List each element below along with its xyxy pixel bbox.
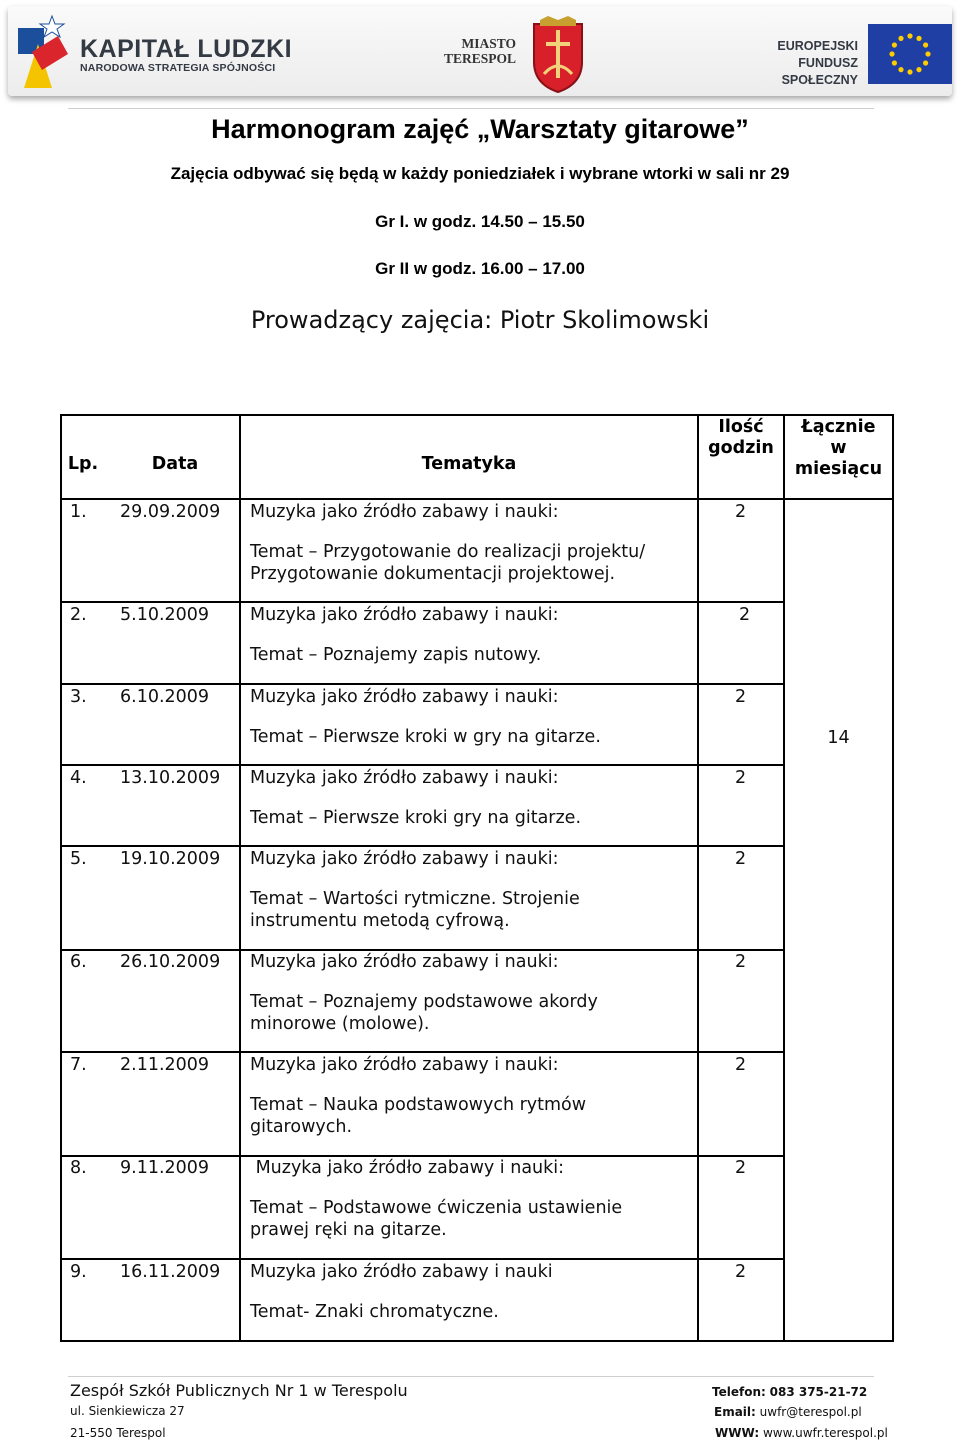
row-date: 9.11.2009 xyxy=(120,1158,210,1178)
table-border-left xyxy=(60,414,62,1342)
row-lp: 3. xyxy=(70,687,87,707)
table-border-bottom xyxy=(60,1340,894,1342)
row-subject: Muzyka jako źródło zabawy i nauki: xyxy=(250,502,559,522)
footer-phone xyxy=(712,1385,867,1399)
table-border-right xyxy=(892,414,894,1342)
page-title: Harmonogram zajęć „Warsztaty gitarowe” xyxy=(211,114,749,144)
row-subject: Muzyka jako źródło zabawy i nauki: xyxy=(250,768,559,788)
footer-www-link[interactable]: www.uwfr.terespol.pl xyxy=(762,1426,888,1440)
row-divider xyxy=(60,764,785,766)
row-hours: 2 xyxy=(735,502,747,522)
header-date: Data xyxy=(151,454,199,474)
town-name xyxy=(444,36,516,66)
header-hours xyxy=(699,417,783,459)
footer-phone-value: 083 375-21-72 xyxy=(769,1385,868,1399)
row-topic-line-1: Temat – Pierwsze kroki gry na gitarze. xyxy=(250,808,582,828)
schedule-info: Zajęcia odbywać się będą w każdy poniedziałek i wybrane wtorki w sali nr 29 xyxy=(170,164,790,183)
row-topic-line-1: Temat – Wartości rytmiczne. Strojenie xyxy=(250,889,580,909)
column-divider-topic xyxy=(239,414,241,1342)
kapital-ludzki-logo xyxy=(18,14,68,88)
header-banner xyxy=(8,6,952,96)
row-hours: 2 xyxy=(735,1055,747,1075)
row-subject: Muzyka jako źródło zabawy i nauki: xyxy=(250,1055,559,1075)
row-lp: 6. xyxy=(70,952,87,972)
row-topic-line-2: gitarowych. xyxy=(250,1117,353,1137)
footer-email-link[interactable]: uwfr@terespol.pl xyxy=(759,1405,862,1419)
header-total-line-2: w xyxy=(830,438,847,458)
header-month-total xyxy=(785,417,892,480)
eu-line-1: EUROPEJSKI xyxy=(777,39,858,53)
row-divider xyxy=(60,1258,785,1260)
row-topic-line-1: Temat – Podstawowe ćwiczenia ustawienie xyxy=(250,1198,623,1218)
row-topic-line-1: Temat – Poznajemy zapis nutowy. xyxy=(250,645,542,665)
row-hours: 2 xyxy=(735,1158,747,1178)
row-date: 5.10.2009 xyxy=(120,605,210,625)
table-border-top xyxy=(60,414,894,416)
terespol-crest-icon xyxy=(530,14,586,94)
month-total-value: 14 xyxy=(827,728,850,748)
row-date: 2.11.2009 xyxy=(120,1055,210,1075)
group-1-hours: Gr I. w godz. 14.50 – 15.50 xyxy=(375,212,585,231)
row-topic-line-2: instrumentu metodą cyfrową. xyxy=(250,911,510,931)
footer-street: ul. Sienkiewicza 27 xyxy=(70,1404,185,1418)
kl-title: KAPITAŁ LUDZKI xyxy=(80,35,293,63)
row-hours: 2 xyxy=(735,849,747,869)
row-divider xyxy=(60,845,785,847)
row-topic-line-1: Temat – Poznajemy podstawowe akordy xyxy=(250,992,598,1012)
footer-www xyxy=(715,1426,888,1440)
header-divider xyxy=(68,108,874,109)
row-subject: Muzyka jako źródło zabawy i nauki: xyxy=(250,687,559,707)
row-date: 19.10.2009 xyxy=(120,849,221,869)
eu-line-2: FUNDUSZ SPOŁECZNY xyxy=(781,56,858,87)
row-hours: 2 xyxy=(735,952,747,972)
row-hours: 2 xyxy=(735,768,747,788)
row-lp: 4. xyxy=(70,768,87,788)
header-lp: Lp. xyxy=(67,454,99,474)
footer-email xyxy=(714,1405,862,1419)
row-topic-line-2: minorowe (molowe). xyxy=(250,1014,430,1034)
header-row-divider xyxy=(60,498,894,500)
footer-email-label: Email: xyxy=(714,1405,756,1419)
row-lp: 7. xyxy=(70,1055,87,1075)
row-divider xyxy=(60,1051,785,1053)
row-subject: Muzyka jako źródło zabawy i nauki: xyxy=(250,849,559,869)
row-date: 13.10.2009 xyxy=(120,768,221,788)
instructor-line: Prowadzący zajęcia: Piotr Skolimowski xyxy=(250,306,710,334)
row-subject: Muzyka jako źródło zabawy i nauki: xyxy=(250,952,559,972)
footer-phone-label: Telefon: xyxy=(712,1385,766,1399)
row-lp: 9. xyxy=(70,1262,87,1282)
column-divider-hours xyxy=(697,414,699,1342)
schedule-table xyxy=(60,414,894,1342)
column-divider-total xyxy=(783,414,785,1342)
row-date: 16.11.2009 xyxy=(120,1262,221,1282)
footer-www-label: WWW: xyxy=(715,1426,760,1440)
row-hours: 2 xyxy=(735,1262,747,1282)
row-subject: Muzyka jako źródło zabawy i nauki: xyxy=(250,1158,565,1178)
row-date: 26.10.2009 xyxy=(120,952,221,972)
header-hours-line-2: godzin xyxy=(708,438,774,458)
row-lp: 2. xyxy=(70,605,87,625)
row-divider xyxy=(60,601,785,603)
town-line-1: MIASTO xyxy=(461,36,517,51)
eu-fund-label xyxy=(730,38,858,89)
row-topic-line-1: Temat – Pierwsze kroki w gry na gitarze. xyxy=(250,727,601,747)
row-divider xyxy=(60,683,785,685)
header-topic: Tematyka xyxy=(421,454,517,474)
eu-flag-icon xyxy=(868,24,952,84)
row-date: 29.09.2009 xyxy=(120,502,221,522)
header-total-line-3: miesiącu xyxy=(794,459,883,479)
row-lp: 5. xyxy=(70,849,87,869)
header-total-line-1: Łącznie xyxy=(801,417,876,437)
row-topic-line-1: Temat – Przygotowanie do realizacji projektu/ xyxy=(250,542,646,562)
row-date: 6.10.2009 xyxy=(120,687,210,707)
row-subject: Muzyka jako źródło zabawy i nauki xyxy=(250,1262,553,1282)
group-2-hours: Gr II w godz. 16.00 – 17.00 xyxy=(375,259,585,278)
kl-subtitle: NARODOWA STRATEGIA SPÓJNOŚCI xyxy=(80,62,276,74)
row-hours: 2 xyxy=(735,687,747,707)
footer-city: 21-550 Terespol xyxy=(70,1426,166,1440)
row-topic-line-2: Przygotowanie dokumentacji projektowej. xyxy=(250,564,616,584)
footer-school-name: Zespół Szkół Publicznych Nr 1 w Terespolu xyxy=(70,1381,408,1400)
row-lp: 8. xyxy=(70,1158,87,1178)
row-lp: 1. xyxy=(70,502,87,522)
row-topic-line-1: Temat – Nauka podstawowych rytmów xyxy=(250,1095,587,1115)
row-topic-line-2: prawej ręki na gitarze. xyxy=(250,1220,447,1240)
footer-divider xyxy=(68,1376,874,1377)
row-hours: 2 xyxy=(739,605,751,625)
header-hours-line-1: Ilość xyxy=(718,417,764,437)
town-line-2: TERESPOL xyxy=(444,51,517,66)
row-subject: Muzyka jako źródło zabawy i nauki: xyxy=(250,605,559,625)
kapital-ludzki-wordmark xyxy=(80,36,292,74)
row-topic-line-1: Temat- Znaki chromatyczne. xyxy=(250,1302,499,1322)
